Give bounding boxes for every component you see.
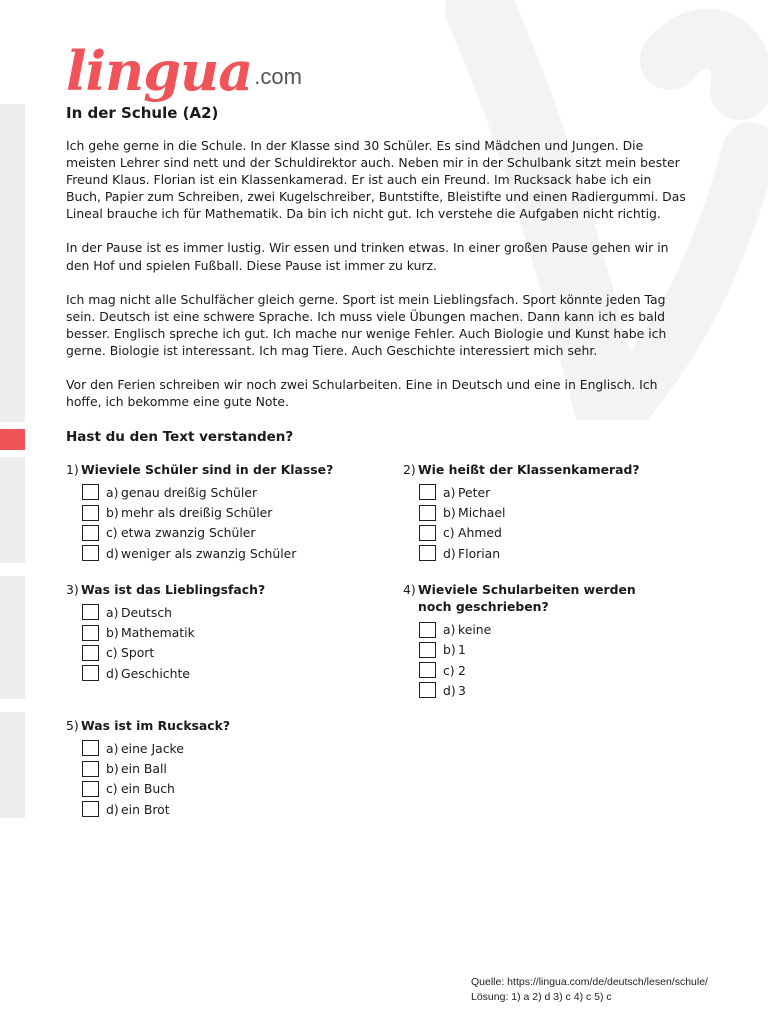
option-letter: a) bbox=[106, 740, 119, 756]
checkbox[interactable] bbox=[419, 682, 436, 698]
option-letter: a) bbox=[106, 484, 119, 500]
option-d[interactable] bbox=[82, 663, 356, 683]
question-number: 1) bbox=[66, 462, 79, 477]
checkbox[interactable] bbox=[82, 761, 99, 777]
question-number: 2) bbox=[403, 462, 416, 477]
paragraph: Ich gehe gerne in die Schule. In der Klasse sind 30 Schüler. Es sind Mädchen und Jungen. Die meisten Lehrer sind nett und der Schuldirektor auch. Neben mir in der Schulbank sitzt mein bester Freund Klaus. Florian ist ein Klassenkamerad. Er ist auch ein Freund. Im Rucksack habe ich ein Buch, Papier zum Schreiben, zwei Kugelschreiber, Buntstifte, Bleistifte und einen Radiergummi. Das Lineal brauche ich für Mathematik. Da bin ich nicht gut. Ich verstehe die Aufgaben nicht richtig. bbox=[66, 138, 686, 222]
option-letter: a) bbox=[443, 621, 456, 637]
option-a[interactable] bbox=[82, 602, 356, 622]
checkbox[interactable] bbox=[82, 801, 99, 817]
option-letter: b) bbox=[106, 625, 119, 641]
brand-tld: .com bbox=[254, 64, 302, 89]
option-letter: d) bbox=[443, 545, 456, 561]
checkbox[interactable] bbox=[82, 781, 99, 797]
option-text: Ahmed bbox=[458, 525, 502, 541]
option-text: weniger als zwanzig Schüler bbox=[121, 545, 297, 561]
page-title: In der Schule (A2) bbox=[66, 104, 219, 122]
option-d[interactable] bbox=[419, 543, 693, 563]
question-5 bbox=[66, 717, 356, 819]
question-4 bbox=[403, 581, 673, 701]
option-letter: b) bbox=[443, 505, 456, 521]
reading-text bbox=[66, 137, 686, 427]
checkbox[interactable] bbox=[82, 645, 99, 661]
option-c[interactable] bbox=[419, 523, 693, 543]
option-letter: c) bbox=[106, 525, 118, 541]
checkbox[interactable] bbox=[419, 505, 436, 521]
option-text: mehr als dreißig Schüler bbox=[121, 505, 273, 521]
checkbox[interactable] bbox=[82, 740, 99, 756]
brand-word: lingua bbox=[66, 39, 253, 103]
option-text: genau dreißig Schüler bbox=[121, 484, 258, 500]
paragraph: Vor den Ferien schreiben wir noch zwei Schularbeiten. Eine in Deutsch und eine in Englisch. Ich hoffe, ich bekomme eine gute Note. bbox=[66, 377, 658, 410]
option-text: ein Brot bbox=[121, 801, 170, 817]
option-letter: d) bbox=[106, 801, 119, 817]
checkbox[interactable] bbox=[82, 604, 99, 620]
side-strip-2 bbox=[0, 457, 25, 563]
question-text: Wie heißt der Klassenkamerad? bbox=[418, 462, 640, 477]
option-c[interactable] bbox=[82, 779, 356, 799]
source-link[interactable]: Quelle: https://lingua.com/de/deutsch/lesen/schule/ bbox=[471, 976, 708, 988]
option-c[interactable] bbox=[419, 660, 673, 680]
option-text: Peter bbox=[458, 484, 491, 500]
checkbox[interactable] bbox=[419, 642, 436, 658]
quiz-heading: Hast du den Text verstanden? bbox=[66, 429, 294, 445]
option-a[interactable] bbox=[419, 619, 673, 639]
question-1 bbox=[66, 461, 356, 563]
option-text: etwa zwanzig Schüler bbox=[121, 525, 256, 541]
option-letter: b) bbox=[106, 761, 119, 777]
option-b[interactable] bbox=[82, 759, 356, 779]
checkbox[interactable] bbox=[419, 622, 436, 638]
option-text: Michael bbox=[458, 505, 506, 521]
option-letter: a) bbox=[443, 484, 456, 500]
option-d[interactable] bbox=[82, 543, 356, 563]
checkbox[interactable] bbox=[82, 545, 99, 561]
option-b[interactable] bbox=[419, 503, 693, 523]
side-strip-4 bbox=[0, 712, 25, 818]
question-text: Was ist im Rucksack? bbox=[81, 718, 231, 733]
option-letter: a) bbox=[106, 604, 119, 620]
option-letter: d) bbox=[106, 665, 119, 681]
option-b[interactable] bbox=[82, 623, 356, 643]
option-letter: c) bbox=[106, 645, 118, 661]
side-strip-3 bbox=[0, 576, 25, 699]
checkbox[interactable] bbox=[419, 545, 436, 561]
option-text: Geschichte bbox=[121, 665, 190, 681]
option-a[interactable] bbox=[419, 482, 693, 502]
brand-logo bbox=[66, 14, 302, 103]
option-text: Florian bbox=[458, 545, 501, 561]
option-text: Deutsch bbox=[121, 604, 172, 620]
checkbox[interactable] bbox=[419, 662, 436, 678]
option-d[interactable] bbox=[82, 799, 356, 819]
question-number: 4) bbox=[403, 582, 416, 597]
question-3 bbox=[66, 581, 356, 683]
question-2 bbox=[403, 461, 693, 563]
checkbox[interactable] bbox=[82, 505, 99, 521]
checkbox[interactable] bbox=[82, 625, 99, 641]
paragraph: Ich mag nicht alle Schulfächer gleich gerne. Sport ist mein Lieblingsfach. Sport könnte jeden Tag sein. Deutsch ist eine schwere Sprache. Ich muss viele Übungen machen. Dann kann ich es bald besser. Englisch spreche ich gut. Ich mache nur wenige Fehler. Auch Biologie und Kunst habe ich gerne. Biologie ist interessant. Ich mag Tiere. Auch Geschichte interessiert mich sehr. bbox=[66, 291, 667, 358]
option-a[interactable] bbox=[82, 482, 356, 502]
option-d[interactable] bbox=[419, 680, 673, 700]
option-text: 3 bbox=[458, 682, 466, 698]
option-text: ein Ball bbox=[121, 761, 167, 777]
option-letter: c) bbox=[443, 525, 455, 541]
checkbox[interactable] bbox=[82, 484, 99, 500]
checkbox[interactable] bbox=[82, 525, 99, 541]
option-text: 1 bbox=[458, 642, 466, 658]
option-letter: d) bbox=[106, 545, 119, 561]
option-b[interactable] bbox=[82, 503, 356, 523]
question-text: Wieviele Schüler sind in der Klasse? bbox=[81, 462, 334, 477]
question-number: 3) bbox=[66, 582, 79, 597]
side-strip-1 bbox=[0, 104, 25, 422]
checkbox[interactable] bbox=[82, 665, 99, 681]
footer bbox=[471, 975, 708, 1004]
checkbox[interactable] bbox=[419, 484, 436, 500]
option-text: Mathematik bbox=[121, 625, 195, 641]
option-text: Sport bbox=[121, 645, 155, 661]
option-letter: c) bbox=[106, 781, 118, 797]
side-accent-marker bbox=[0, 429, 25, 450]
option-a[interactable] bbox=[82, 738, 356, 758]
option-text: keine bbox=[458, 621, 492, 637]
question-text: Wieviele Schularbeiten werden noch geschrieben? bbox=[418, 582, 636, 615]
solution-key: Lösung: 1) a 2) d 3) c 4) c 5) c bbox=[471, 990, 612, 1003]
option-letter: d) bbox=[443, 682, 456, 698]
question-number: 5) bbox=[66, 718, 79, 733]
question-text: Was ist das Lieblingsfach? bbox=[81, 582, 266, 597]
option-letter: b) bbox=[106, 505, 119, 521]
paragraph: In der Pause ist es immer lustig. Wir essen und trinken etwas. In einer großen Pause gehen wir in den Hof und spielen Fußball. Diese Pause ist immer zu kurz. bbox=[66, 240, 669, 273]
option-text: ein Buch bbox=[121, 781, 175, 797]
option-text: eine Jacke bbox=[121, 740, 184, 756]
option-c[interactable] bbox=[82, 523, 356, 543]
option-c[interactable] bbox=[82, 643, 356, 663]
checkbox[interactable] bbox=[419, 525, 436, 541]
option-b[interactable] bbox=[419, 640, 673, 660]
option-letter: b) bbox=[443, 642, 456, 658]
option-letter: c) bbox=[443, 662, 455, 678]
option-text: 2 bbox=[458, 662, 466, 678]
